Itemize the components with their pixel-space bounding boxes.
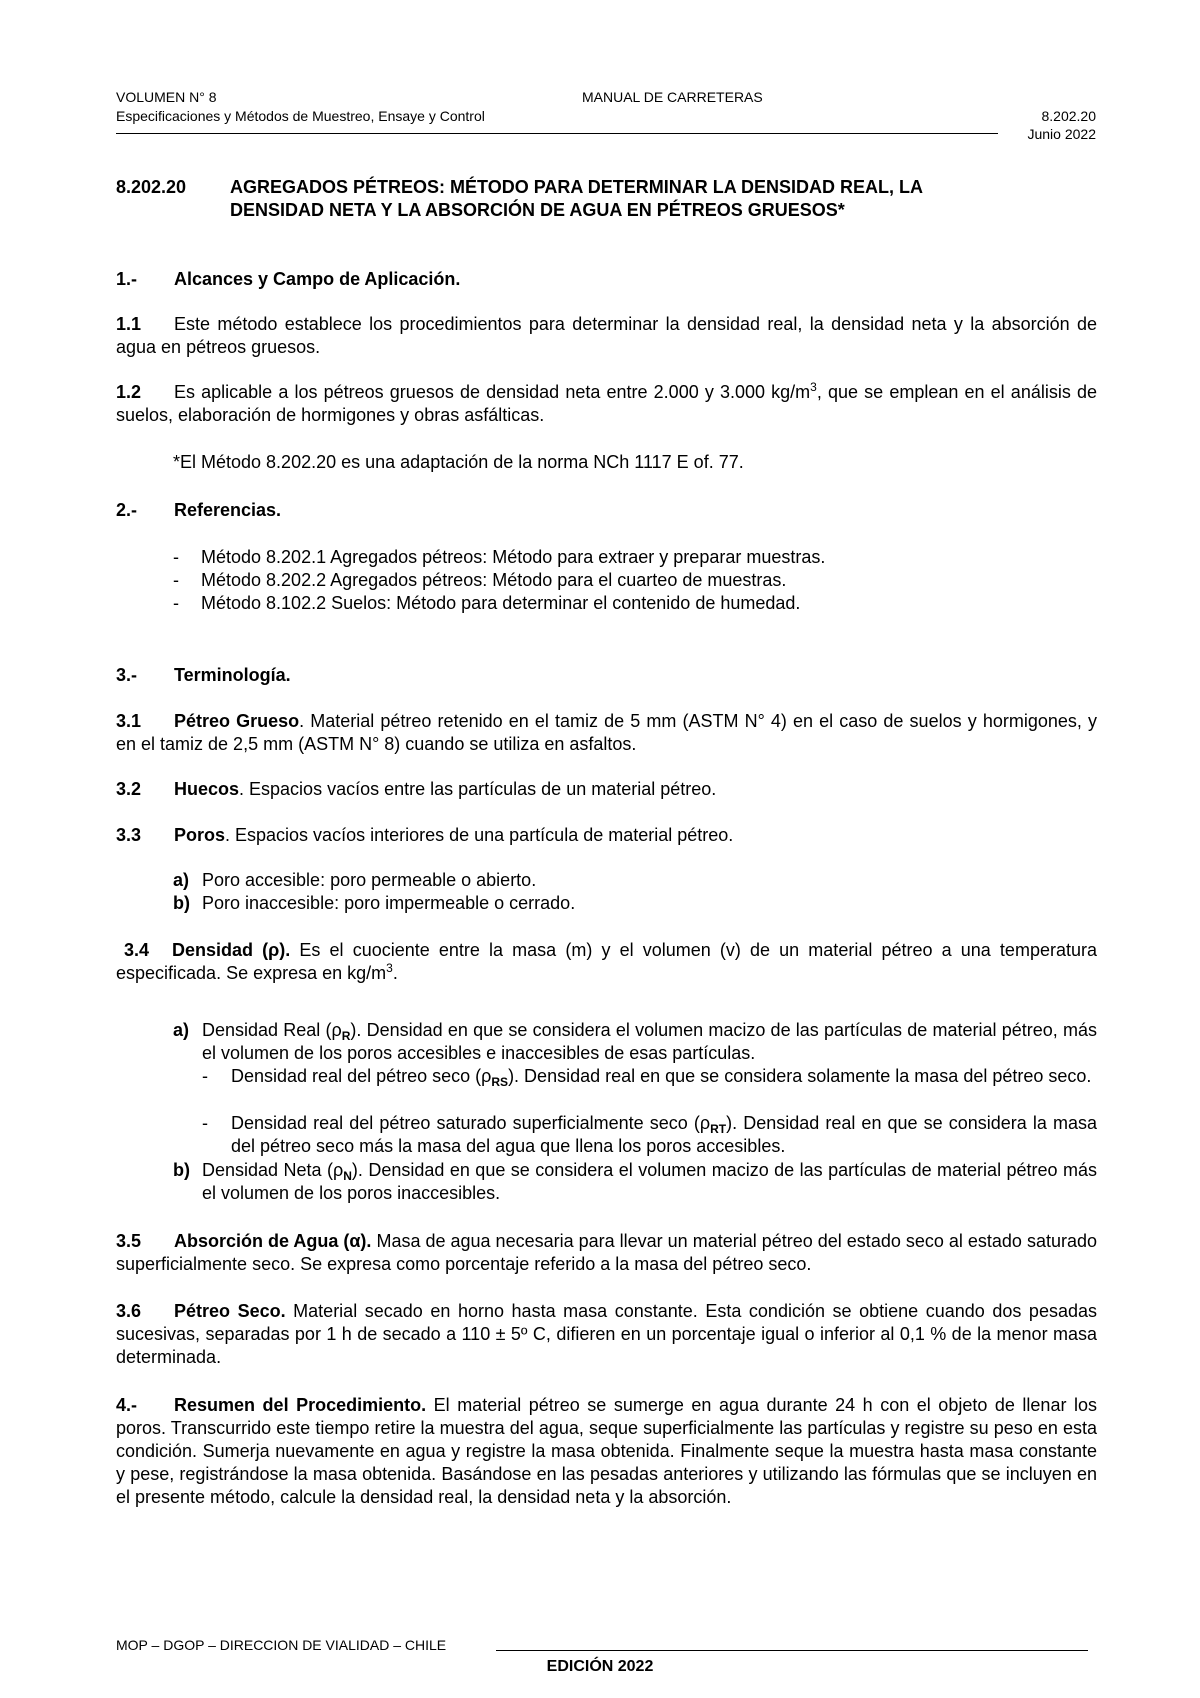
section-3-number: 3.-: [116, 665, 138, 685]
paragraph-3-2: [116, 778, 1097, 801]
subscript: N: [343, 1169, 352, 1183]
term: Densidad (ρ).: [172, 940, 291, 960]
superscript: 3: [386, 961, 393, 975]
list-text-part: Densidad real del pétreo saturado superficialmente seco (ρ: [231, 1113, 711, 1133]
list-text: [231, 1112, 1097, 1158]
bullet-dash: -: [173, 593, 179, 613]
list-marker: b): [173, 893, 190, 913]
subscript: RT: [710, 1122, 727, 1136]
term: Pétreo Grueso: [174, 711, 300, 731]
term: Pétreo Seco.: [174, 1301, 286, 1321]
header-rule: [116, 133, 998, 134]
reference-text: Método 8.102.2 Suelos: Método para determinar el contenido de humedad.: [201, 593, 801, 613]
paragraph-text: . Espacios vacíos entre las partículas de un material pétreo.: [239, 779, 717, 799]
paragraph-number: 3.5: [116, 1231, 142, 1251]
paragraph-text: . Material pétreo retenido en el tamiz de 5 mm (ASTM N° 4) en el caso de suelos y hormigones, y en el tamiz de 2,5 mm (ASTM N° 8) cuando se utiliza en asfaltos.: [116, 711, 1097, 754]
list-text-part: Densidad Real (ρ: [202, 1020, 342, 1040]
paragraph-3-1: [116, 710, 1097, 756]
footer-organization: MOP – DGOP – DIRECCION DE VIALIDAD – CHILE: [116, 1637, 447, 1653]
paragraph-number: 3.4: [124, 940, 150, 960]
list-marker: b): [173, 1160, 190, 1180]
list-item: [173, 869, 1097, 892]
list-text-part: Densidad Neta (ρ: [202, 1160, 344, 1180]
paragraph-text-cont: .: [392, 963, 398, 983]
reference-item: [173, 546, 1097, 569]
list-text: [202, 1019, 1097, 1065]
header-volume: VOLUMEN N° 8: [116, 89, 217, 105]
header-manual: MANUAL DE CARRETERAS: [582, 89, 763, 105]
reference-item: [173, 592, 1097, 615]
footer-rule: [496, 1650, 1088, 1651]
paragraph-1-2: [116, 381, 1097, 427]
paragraph-4: [116, 1394, 1097, 1509]
paragraph-text: Material secado en horno hasta masa constante. Esta condición se obtiene cuando dos pesadas sucesivas, separadas por 1 h de secado a 110 ± 5º C, difieren en un porcentaje igual o inferior al 0,1 % de la menor masa determinada.: [116, 1301, 1097, 1367]
section-4-number: 4.-: [116, 1395, 138, 1415]
paragraph-number: 1.2: [116, 382, 142, 402]
list-text-part: Densidad real del pétreo seco (ρ: [231, 1066, 492, 1086]
title-number: 8.202.20: [116, 177, 187, 197]
paragraph-text: Este método establece los procedimientos para determinar la densidad real, la densidad neta y la absorción de agua en pétreos gruesos.: [116, 314, 1097, 357]
list-text-part: ). Densidad real en que se considera la masa del pétreo seco más la masa del agua que llena los poros accesibles.: [231, 1113, 1097, 1156]
list-marker: a): [173, 870, 190, 890]
paragraph-number: 1.1: [116, 314, 142, 334]
subscript: RS: [491, 1075, 509, 1089]
reference-item: [173, 569, 1097, 592]
paragraph-number: 3.3: [116, 825, 142, 845]
list-item: [173, 892, 1097, 915]
title-text: AGREGADOS PÉTREOS: MÉTODO PARA DETERMINAR LA DENSIDAD REAL, LA DENSIDAD NETA Y LA ABSORCIÓN DE AGUA EN PÉTREOS GRUESOS*: [230, 177, 923, 220]
list-item: [173, 1159, 1097, 1205]
method-note: *El Método 8.202.20 es una adaptación de la norma NCh 1117 E of. 77.: [173, 452, 744, 472]
bullet-dash: -: [202, 1113, 208, 1133]
paragraph-text: Masa de agua necesaria para llevar un material pétreo del estado seco al estado saturado superficialmente seco. Se expresa como porcentaje referido a la masa del pétreo seco.: [116, 1231, 1098, 1274]
term: Absorción de Agua (α).: [174, 1231, 372, 1251]
bullet-dash: -: [173, 547, 179, 567]
footer-edition: EDICIÓN 2022: [546, 1658, 654, 1675]
paragraph-3-5: [116, 1230, 1097, 1276]
section-3-title: Terminología.: [174, 665, 291, 685]
paragraph-text: El material pétreo se sumerge en agua durante 24 h con el objeto de llenar los poros. Transcurrido este tiempo retire la muestra del agua, seque superficialmente las partículas y registre su peso en esta condición. Sumerja nuevamente en agua y registre la masa obtenida. Finalmente seque la muestra hasta masa constante y pese, registrándose la masa obtenida. Basándose en las pesadas anteriores y utilizando las fórmulas que se incluyen en el presente método, calcule la densidad real, la densidad neta y la absorción.: [116, 1395, 1097, 1507]
paragraph-number: 3.1: [116, 711, 142, 731]
reference-text: Método 8.202.2 Agregados pétreos: Método para el cuarteo de muestras.: [201, 570, 787, 590]
section-3-heading: [116, 664, 291, 687]
paragraph-text-cont: , que se emplean en el análisis de suelos, elaboración de hormigones y obras asfálticas.: [116, 382, 1097, 425]
section-1-title: Alcances y Campo de Aplicación.: [174, 269, 461, 289]
list-text: Poro inaccesible: poro impermeable o cerrado.: [202, 893, 576, 913]
subscript: R: [341, 1029, 351, 1043]
section-1-number: 1.-: [116, 269, 138, 289]
list-text: [202, 1159, 1097, 1205]
paragraph-text: Es aplicable a los pétreos gruesos de densidad neta entre 2.000 y 3.000 kg/m: [174, 382, 811, 402]
list-text-part: ). Densidad real en que se considera solamente la masa del pétreo seco.: [508, 1066, 1092, 1086]
bullet-dash: -: [173, 570, 179, 590]
section-2-heading: [116, 499, 281, 522]
list-text: Poro accesible: poro permeable o abierto.: [202, 870, 537, 890]
paragraph-text: . Espacios vacíos interiores de una partícula de material pétreo.: [225, 825, 734, 845]
section-2-number: 2.-: [116, 500, 138, 520]
reference-text: Método 8.202.1 Agregados pétreos: Método para extraer y preparar muestras.: [201, 547, 826, 567]
paragraph-1-1: [116, 313, 1097, 359]
header-date: Junio 2022: [1027, 126, 1096, 142]
paragraph-number: 3.6: [116, 1301, 142, 1321]
superscript: 3: [810, 380, 817, 394]
paragraph-text: Es el cuociente entre la masa (m) y el volumen (v) de un material pétreo a una temperatura especificada. Se expresa en kg/m: [116, 940, 1097, 983]
paragraph-3-4: [116, 939, 1097, 985]
list-text-part: ). Densidad en que se considera el volumen macizo de las partículas de material pétreo más el volumen de los poros inaccesibles.: [202, 1160, 1098, 1203]
list-text-part: ). Densidad en que se considera el volumen macizo de las partículas de material pétreo, más el volumen de los poros accesibles e inaccesibles de esas partículas.: [202, 1020, 1097, 1063]
paragraph-3-6: [116, 1300, 1097, 1369]
term: Huecos: [174, 779, 240, 799]
header-code: 8.202.20: [1041, 108, 1096, 124]
header-subtitle: Especificaciones y Métodos de Muestreo, Ensaye y Control: [116, 108, 485, 124]
term: Poros: [174, 825, 226, 845]
section-2-title: Referencias.: [174, 500, 282, 520]
sub-list-item: [202, 1065, 1097, 1111]
list-marker: a): [173, 1020, 190, 1040]
bullet-dash: -: [202, 1066, 208, 1086]
list-text: [231, 1065, 1097, 1088]
term: Resumen del Procedimiento.: [174, 1395, 427, 1415]
sub-list-item: [202, 1112, 1097, 1158]
paragraph-3-3: [116, 824, 1097, 847]
section-1-heading: [116, 268, 460, 291]
list-item: [173, 1019, 1097, 1065]
paragraph-number: 3.2: [116, 779, 142, 799]
